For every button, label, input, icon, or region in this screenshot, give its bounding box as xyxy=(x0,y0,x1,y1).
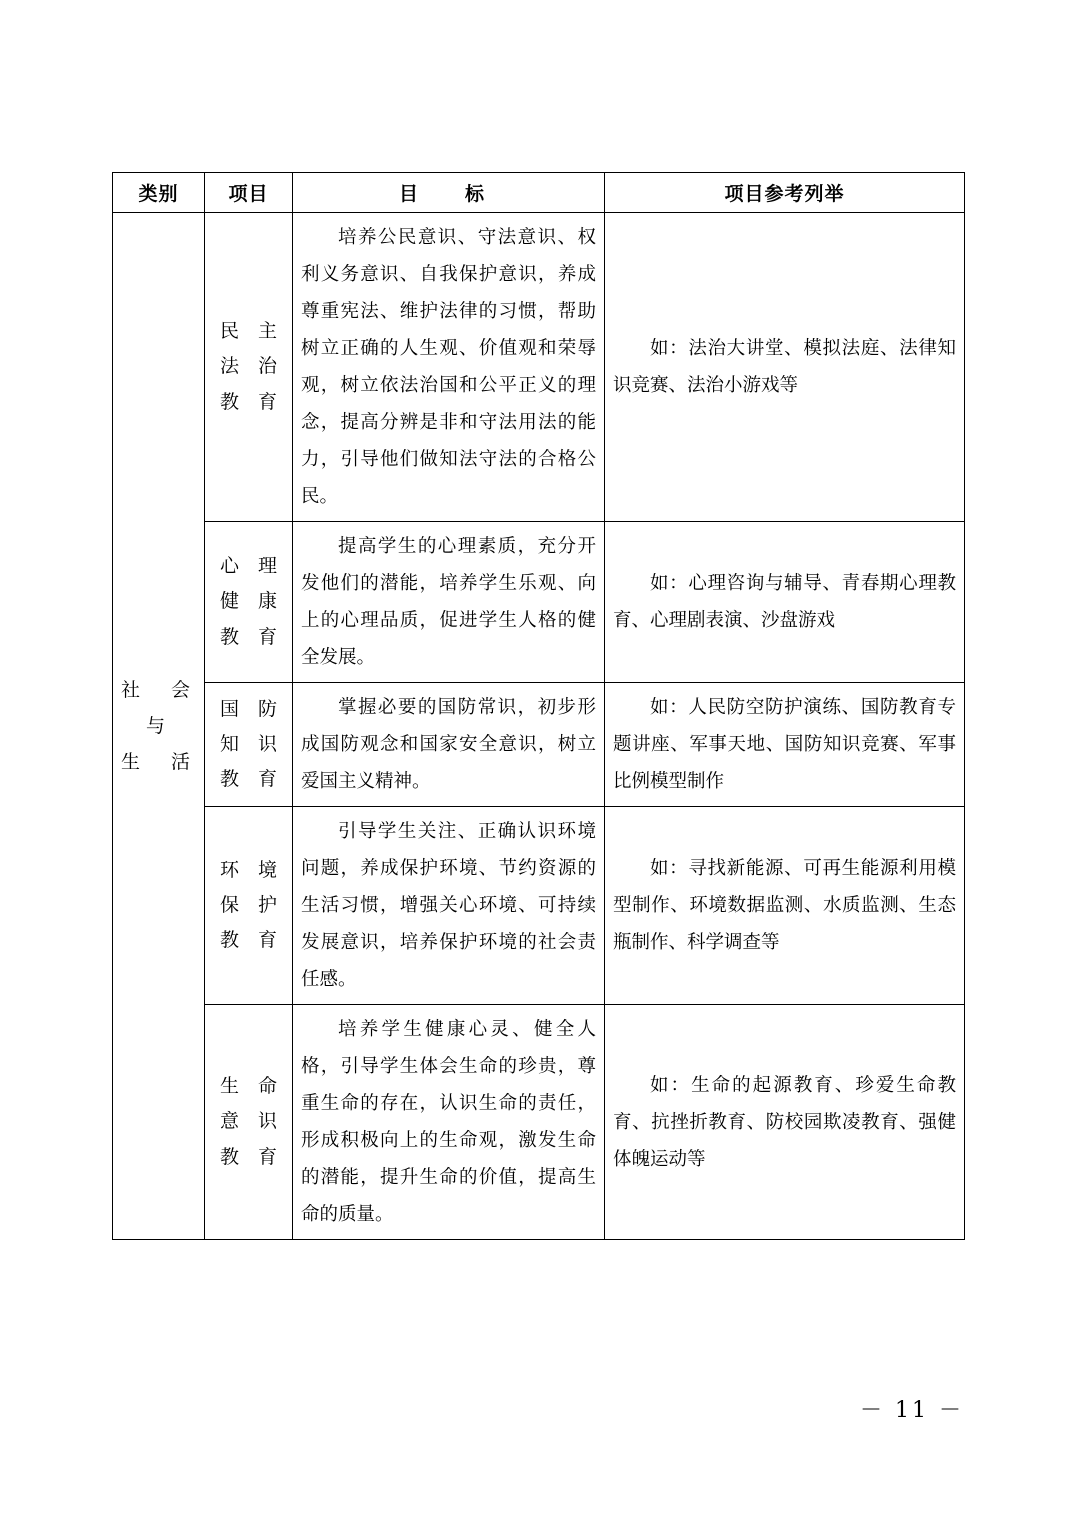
table-row xyxy=(113,522,965,683)
table-row xyxy=(113,807,965,1005)
project-line: 生 命 xyxy=(219,1075,277,1098)
header-goal: 目 标 xyxy=(293,173,605,213)
category-line: 社 会 xyxy=(121,678,197,701)
project-line: 知 识 xyxy=(219,732,277,755)
table-header xyxy=(113,173,965,213)
project-line: 国 防 xyxy=(219,697,277,720)
table-row xyxy=(113,1005,965,1240)
curriculum-table xyxy=(112,172,965,1240)
goal-cell: 培养公民意识、守法意识、权利义务意识、自我保护意识，养成尊重宪法、维护法律的习惯，帮助树立正确的人生观、价值观和荣辱观，树立依法治国和公平正义的理念，提高分辨是非和守法用法的能力，引导他们做知法守法的合格公民。 xyxy=(293,213,605,522)
table-row xyxy=(113,213,965,522)
examples-cell: 如：生命的起源教育、珍爱生命教育、抗挫折教育、防校园欺凌教育、强健体魄运动等 xyxy=(605,1005,965,1240)
table-body xyxy=(113,213,965,1240)
goal-cell: 提高学生的心理素质，充分开发他们的潜能，培养学生乐观、向上的心理品质，促进学生人格的健全发展。 xyxy=(293,522,605,683)
project-cell xyxy=(205,807,293,1005)
goal-cell: 引导学生关注、正确认识环境问题，养成保护环境、节约资源的生活习惯，增强关心环境、可持续发展意识，培养保护环境的社会责任感。 xyxy=(293,807,605,1005)
project-line: 意 识 xyxy=(219,1110,277,1133)
examples-cell: 如：寻找新能源、可再生能源利用模型制作、环境数据监测、水质监测、生态瓶制作、科学调查等 xyxy=(605,807,965,1005)
project-line: 教 育 xyxy=(219,625,277,648)
project-line: 教 育 xyxy=(219,768,277,791)
project-line: 心 理 xyxy=(219,555,277,578)
examples-cell: 如：人民防空防护演练、国防教育专题讲座、军事天地、国防知识竞赛、军事比例模型制作 xyxy=(605,683,965,807)
project-cell xyxy=(205,522,293,683)
header-examples: 项目参考列举 xyxy=(605,173,965,213)
project-line: 法 治 xyxy=(219,355,277,378)
project-line: 保 护 xyxy=(219,893,277,916)
project-line: 教 育 xyxy=(219,390,277,413)
table-header-row xyxy=(113,173,965,213)
project-line: 环 境 xyxy=(219,858,277,881)
project-cell xyxy=(205,213,293,522)
project-cell xyxy=(205,683,293,807)
category-line: 生 活 xyxy=(121,751,197,774)
header-category: 类别 xyxy=(113,173,205,213)
table-row xyxy=(113,683,965,807)
category-line: 与 xyxy=(145,714,171,737)
project-line: 教 育 xyxy=(219,929,277,952)
header-project: 项目 xyxy=(205,173,293,213)
category-cell-society-and-life xyxy=(113,213,205,1240)
project-line: 民 主 xyxy=(219,320,277,343)
goal-cell: 培养学生健康心灵、健全人格，引导学生体会生命的珍贵，尊重生命的存在，认识生命的责任，形成积极向上的生命观，激发生命的潜能，提升生命的价值，提高生命的质量。 xyxy=(293,1005,605,1240)
project-line: 健 康 xyxy=(219,590,277,613)
goal-cell: 掌握必要的国防常识，初步形成国防观念和国家安全意识，树立爱国主义精神。 xyxy=(293,683,605,807)
examples-cell: 如：心理咨询与辅导、青春期心理教育、心理剧表演、沙盘游戏 xyxy=(605,522,965,683)
examples-cell: 如：法治大讲堂、模拟法庭、法律知识竞赛、法治小游戏等 xyxy=(605,213,965,522)
project-cell xyxy=(205,1005,293,1240)
project-line: 教 育 xyxy=(219,1145,277,1168)
curriculum-table-container xyxy=(112,172,964,1240)
page-number: － 11 － xyxy=(860,1398,964,1423)
